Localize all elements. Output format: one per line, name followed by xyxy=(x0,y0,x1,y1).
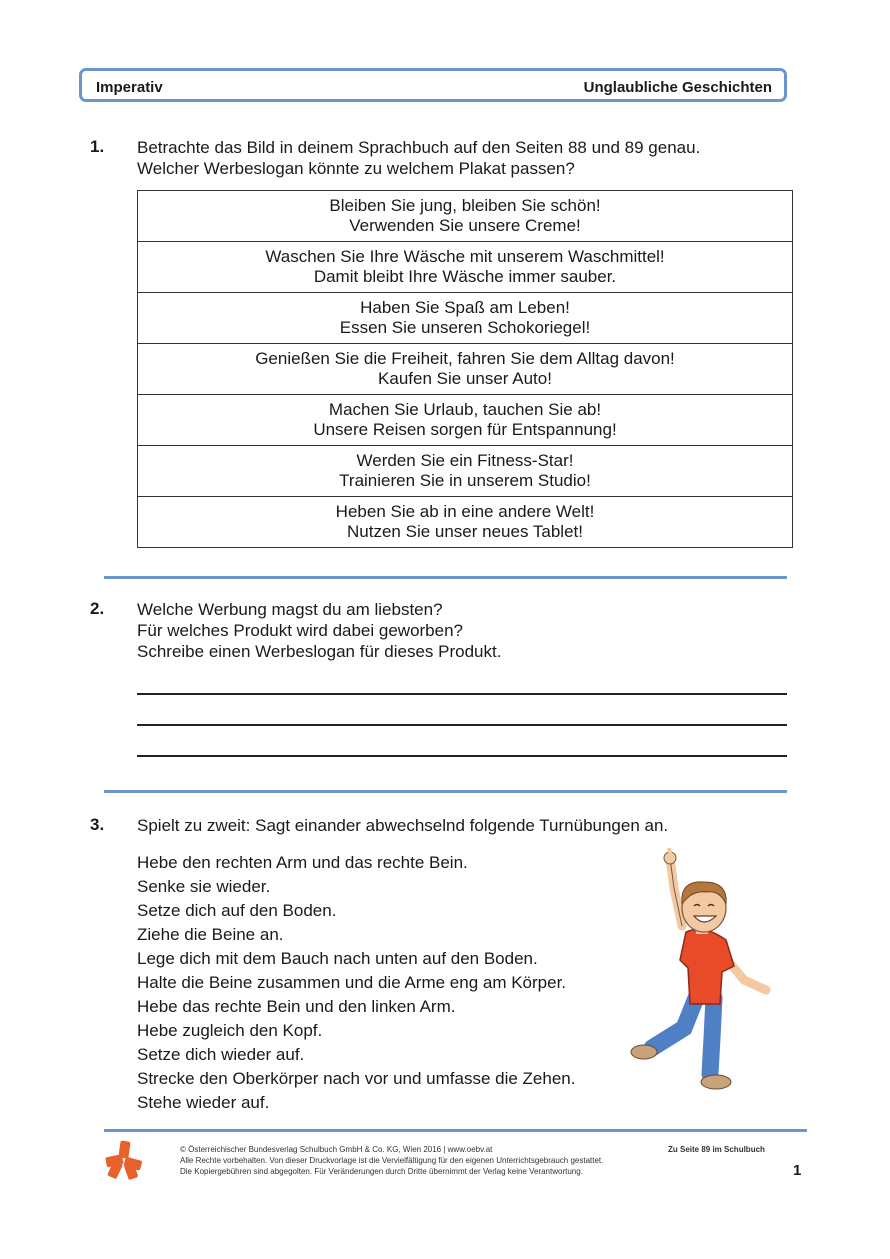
list-item: Setze dich auf den Boden. xyxy=(137,901,337,920)
table-row xyxy=(138,446,793,497)
slogan-line: Nutzen Sie unser neues Tablet! xyxy=(347,522,583,541)
slogan-line: Waschen Sie Ihre Wäsche mit unserem Waschmittel! xyxy=(265,247,665,266)
task2-instructions xyxy=(137,599,501,662)
slogan-line: Heben Sie ab in eine andere Welt! xyxy=(335,502,595,521)
list-item: Halte die Beine zusammen und die Arme eng am Körper. xyxy=(137,973,567,992)
list-item: Lege dich mit dem Bauch nach unten auf den Boden. xyxy=(137,949,538,968)
copyright-notice xyxy=(180,1144,603,1177)
header-box xyxy=(79,68,787,102)
slogan-cell xyxy=(138,242,793,293)
slogan-cell xyxy=(138,191,793,242)
copyright-line: Die Kopiergebühren sind abgegolten. Für Veränderungen durch Dritte übernimmt der Verlag keine Verantwortung. xyxy=(180,1167,583,1176)
publisher-logo-icon xyxy=(104,1140,144,1180)
list-item: Hebe zugleich den Kopf. xyxy=(137,1021,323,1040)
slogan-table xyxy=(137,190,793,548)
slogan-line: Unsere Reisen sorgen für Entspannung! xyxy=(313,420,617,439)
table-row xyxy=(138,497,793,548)
slogan-cell xyxy=(138,344,793,395)
exercise-list xyxy=(137,851,575,1115)
slogan-line: Kaufen Sie unser Auto! xyxy=(378,369,552,388)
slogan-cell xyxy=(138,446,793,497)
copyright-line: Alle Rechte vorbehalten. Von dieser Druckvorlage ist die Vervielfältigung für den eigenen Unterrichtsgebrauch gestattet. xyxy=(180,1156,604,1165)
header-chapter: Unglaubliche Geschichten xyxy=(583,79,772,96)
task2-line: Welche Werbung magst du am liebsten? xyxy=(137,600,443,619)
copyright-line: © Österreichischer Bundesverlag Schulbuch GmbH & Co. KG, Wien 2016 | www.oebv.at xyxy=(180,1145,493,1154)
task2-number: 2. xyxy=(90,599,105,618)
task2-line: Für welches Produkt wird dabei geworben? xyxy=(137,621,464,640)
list-item: Ziehe die Beine an. xyxy=(137,925,284,944)
table-row xyxy=(138,242,793,293)
writing-line[interactable] xyxy=(137,755,787,757)
table-row xyxy=(138,344,793,395)
slogan-line: Verwenden Sie unsere Creme! xyxy=(349,216,581,235)
task1-line: Betrachte das Bild in deinem Sprachbuch auf den Seiten 88 und 89 genau. xyxy=(137,138,701,157)
list-item: Hebe das rechte Bein und den linken Arm. xyxy=(137,997,456,1016)
slogan-line: Trainieren Sie in unserem Studio! xyxy=(339,471,591,490)
section-divider xyxy=(104,576,787,579)
slogan-line: Essen Sie unseren Schokoriegel! xyxy=(339,318,591,337)
header-topic: Imperativ xyxy=(96,79,163,96)
slogan-cell xyxy=(138,395,793,446)
jumping-boy-illustration xyxy=(624,848,780,1094)
list-item: Setze dich wieder auf. xyxy=(137,1045,305,1064)
slogan-line: Bleiben Sie jung, bleiben Sie schön! xyxy=(329,196,601,215)
list-item: Stehe wieder auf. xyxy=(137,1093,270,1112)
writing-line[interactable] xyxy=(137,693,787,695)
slogan-line: Genießen Sie die Freiheit, fahren Sie dem Alltag davon! xyxy=(255,349,675,368)
list-item: Senke sie wieder. xyxy=(137,877,271,896)
page-number: 1 xyxy=(793,1162,802,1179)
table-row xyxy=(138,395,793,446)
footer-divider xyxy=(104,1129,807,1132)
task1-number: 1. xyxy=(90,137,105,156)
slogan-line: Damit bleibt Ihre Wäsche immer sauber. xyxy=(313,267,617,286)
textbook-reference: Zu Seite 89 im Schulbuch xyxy=(668,1145,765,1154)
task3-intro: Spielt zu zweit: Sagt einander abwechselnd folgende Turnübungen an. xyxy=(137,816,669,835)
slogan-cell xyxy=(138,293,793,344)
slogan-line: Machen Sie Urlaub, tauchen Sie ab! xyxy=(328,400,602,419)
writing-line[interactable] xyxy=(137,724,787,726)
list-item: Hebe den rechten Arm und das rechte Bein. xyxy=(137,853,468,872)
list-item: Strecke den Oberkörper nach vor und umfasse die Zehen. xyxy=(137,1069,576,1088)
table-row xyxy=(138,293,793,344)
slogan-cell xyxy=(138,497,793,548)
section-divider xyxy=(104,790,787,793)
task1-instructions xyxy=(137,137,700,179)
table-row xyxy=(138,191,793,242)
task3-number: 3. xyxy=(90,815,105,834)
task2-line: Schreibe einen Werbeslogan für dieses Produkt. xyxy=(137,642,502,661)
slogan-line: Werden Sie ein Fitness-Star! xyxy=(356,451,574,470)
task1-line: Welcher Werbeslogan könnte zu welchem Plakat passen? xyxy=(137,159,575,178)
slogan-line: Haben Sie Spaß am Leben! xyxy=(360,298,570,317)
